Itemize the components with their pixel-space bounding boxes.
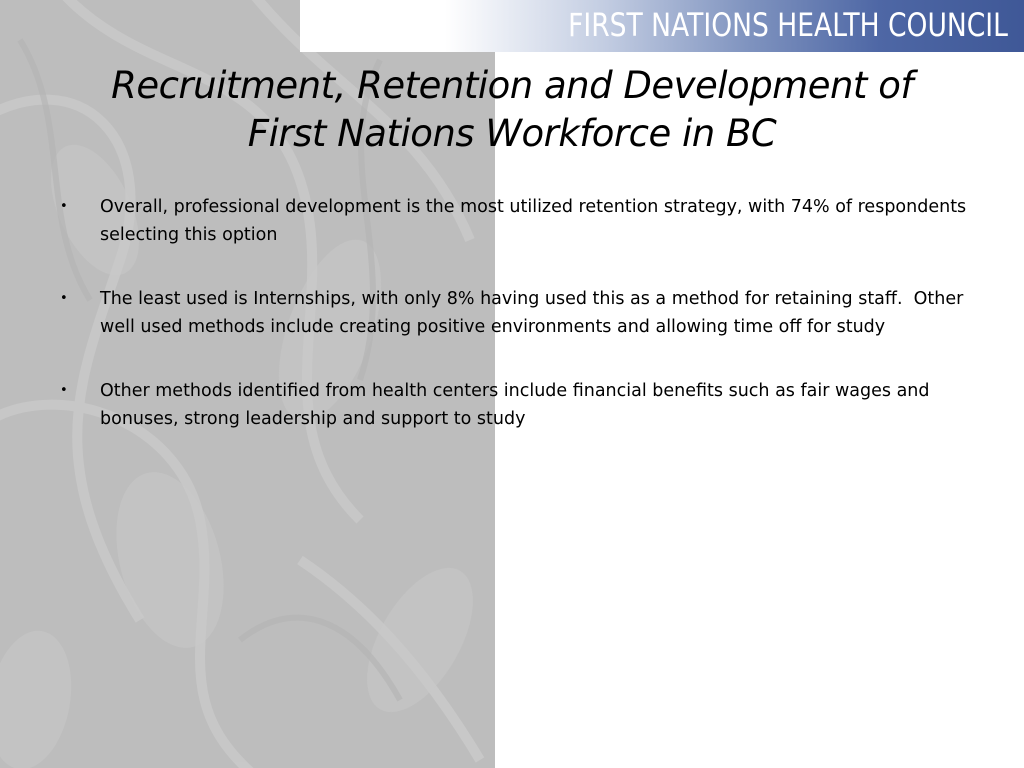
header-banner xyxy=(300,0,1024,52)
bullet-text: Overall, professional development is the most utilized retention strategy, with 74% of respondents selecting this option xyxy=(100,197,972,245)
bullet-item xyxy=(60,285,972,341)
bullet-item xyxy=(60,377,972,433)
bullet-item xyxy=(60,193,972,249)
bullet-marker: • xyxy=(60,199,68,214)
slide-title xyxy=(40,62,984,158)
title-line-2: First Nations Workforce in BC xyxy=(247,112,777,155)
bullet-list xyxy=(60,193,972,469)
bullet-text: The least used is Internships, with only 8% having used this as a method for retaining staff. Other well used methods include creating positive environments and allowing time off for study xyxy=(100,289,969,337)
bullet-marker: • xyxy=(60,383,68,398)
bullet-marker: • xyxy=(60,291,68,306)
organization-name: FIRST NATIONS HEALTH COUNCIL xyxy=(568,6,1008,44)
bullet-text: Other methods identified from health centers include financial benefits such as fair wages and bonuses, strong leadership and support to study xyxy=(100,381,936,429)
title-line-1: Recruitment, Retention and Development of xyxy=(111,64,913,107)
